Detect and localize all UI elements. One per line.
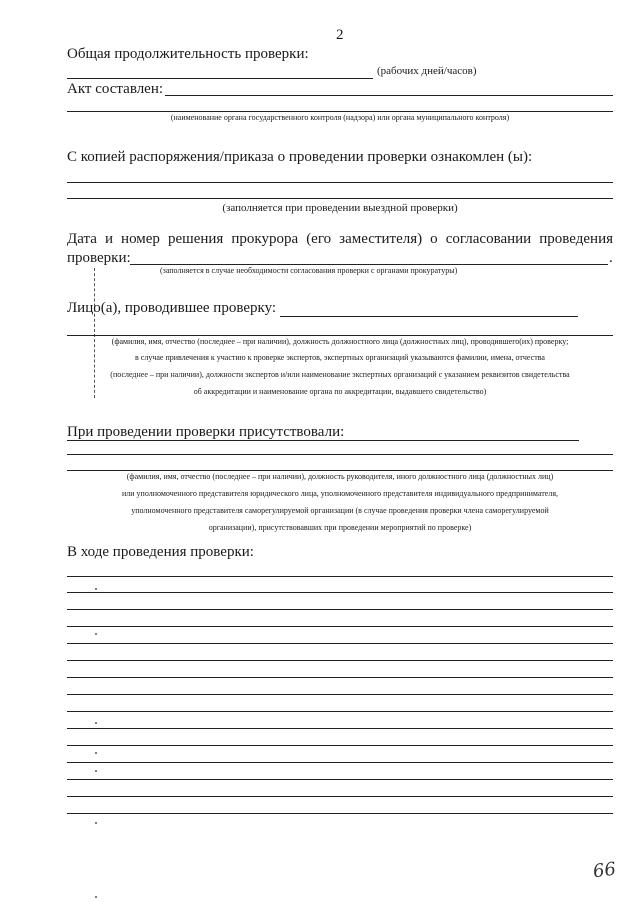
course-fill-line[interactable] (67, 796, 613, 797)
handwritten-page-number: 66 (591, 858, 618, 883)
prosecutor-label-line2: проверки: (67, 250, 131, 266)
course-fill-line[interactable] (67, 660, 613, 661)
inspector-fill-line[interactable] (280, 316, 578, 317)
present-label: При проведении проверки присутствовали: (67, 424, 345, 440)
scan-speck (95, 633, 97, 635)
present-note-4: организации), присутствовавших при проведении мероприятий по проверке) (208, 523, 472, 532)
scan-speck (95, 822, 97, 824)
act-fill-line[interactable] (165, 95, 613, 96)
inspector-label: Лицо(а), проводившее проверку: (67, 300, 277, 316)
present-fill-line-2[interactable] (67, 454, 613, 455)
scan-speck (95, 896, 97, 898)
inspector-note-1: (фамилия, имя, отчество (последнее – при наличии), должность должностного лица (должностных лиц), проводившего(их) проверку; (111, 337, 569, 346)
copy-ack-line-2[interactable] (67, 198, 613, 199)
present-fill-line-3[interactable] (67, 470, 613, 471)
prosecutor-fill-line[interactable] (130, 264, 608, 265)
copy-ack-line-1[interactable] (67, 182, 613, 183)
course-fill-line[interactable] (67, 609, 613, 610)
course-fill-line[interactable] (67, 626, 613, 627)
act-fill-line-2[interactable] (67, 111, 613, 112)
course-fill-line[interactable] (67, 728, 613, 729)
act-label: Акт составлен: (67, 81, 164, 97)
prosecutor-note: (заполняется в случае необходимости согласования проверки с органами прокуратуры) (160, 266, 458, 275)
course-fill-line[interactable] (67, 694, 613, 695)
inspector-note-2: в случае привлечения к участию к проверке экспертов, экспертных организаций указываются фамилии, имена, отчества (135, 353, 545, 362)
scan-speck (95, 588, 97, 590)
course-fill-line[interactable] (67, 745, 613, 746)
present-note-1: (фамилия, имя, отчество (последнее – при наличии), должность руководителя, иного должностного лица (должностных лиц) (126, 472, 554, 481)
copy-ack-label: С копией распоряжения/приказа о проведении проверки ознакомлен (ы): (67, 149, 533, 165)
course-fill-line[interactable] (67, 711, 613, 712)
inspector-note-3: (последнее – при наличии), должности экспертов и/или наименование экспертных организаций с указанием реквизитов свидетельства (110, 370, 570, 379)
duration-fill-line[interactable] (67, 78, 373, 79)
course-label: В ходе проведения проверки: (67, 544, 254, 560)
course-fill-line[interactable] (67, 813, 613, 814)
inspector-fill-line-2[interactable] (67, 335, 613, 336)
course-fill-line[interactable] (67, 677, 613, 678)
duration-label: Общая продолжительность проверки: (67, 46, 309, 62)
present-fill-line[interactable] (67, 440, 579, 441)
inspector-note-4: об аккредитации и наименование органа по аккредитации, выдавшего свидетельство) (193, 387, 487, 396)
course-fill-line[interactable] (67, 592, 613, 593)
copy-ack-note: (заполняется при проведении выездной проверки) (222, 202, 458, 214)
scan-speck (95, 722, 97, 724)
duration-unit: (рабочих дней/часов) (377, 65, 477, 77)
course-fill-line[interactable] (67, 576, 613, 577)
page-number: 2 (336, 27, 344, 43)
course-fill-line[interactable] (67, 643, 613, 644)
present-note-3: уполномоченного представителя саморегулируемой организации (в случае проведения проверки члена саморегулируемой (131, 506, 549, 515)
course-fill-line[interactable] (67, 762, 613, 763)
prosecutor-end-mark: . (609, 250, 613, 266)
scan-speck (95, 770, 97, 772)
prosecutor-label-line1: Дата и номер решения прокурора (его заместителя) о согласовании проведения (67, 231, 613, 247)
course-fill-line[interactable] (67, 779, 613, 780)
scan-speck (95, 752, 97, 754)
present-note-2: или уполномоченного представителя юридического лица, уполномоченного представителя индивидуального предпринимателя, (122, 489, 558, 498)
act-note: (наименование органа государственного контроля (надзора) или органа муниципального контроля) (170, 113, 510, 122)
